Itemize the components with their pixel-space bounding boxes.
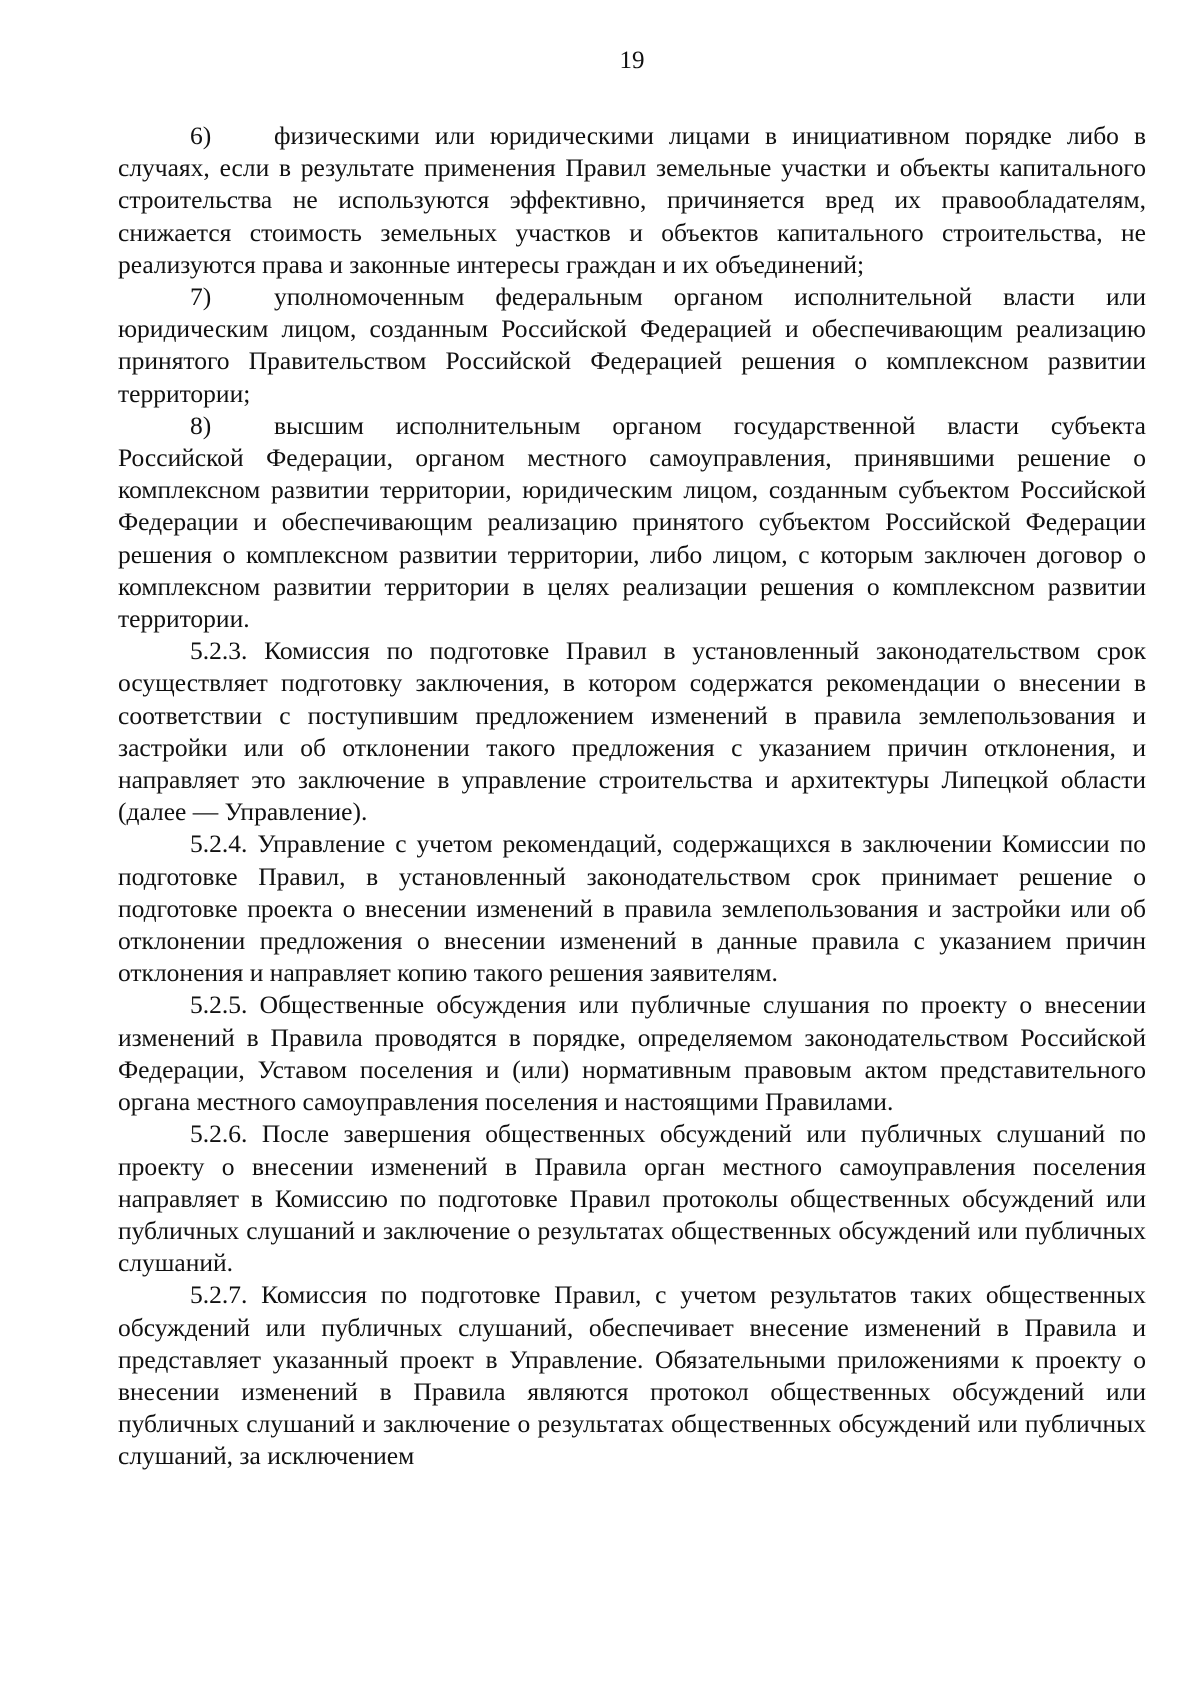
list-item-text: уполномоченным федеральным органом исполнительной власти или юридическим лицом, созданным Российской Федерацией и обеспечивающим реализацию принятого Правительством Российской Федерацией решения о комплексном развитии территории; (118, 282, 1146, 408)
clause-5-2-7: 5.2.7. Комиссия по подготовке Правил, с учетом результатов таких общественных обсуждений или публичных слушаний, обеспечивает внесение изменений в Правила и представляет указанный проект в Управление. Обязательными приложениями к проекту о внесении изменений в Правила являются протокол общественных обсуждений или публичных слушаний и заключение о результатах общественных обсуждений или публичных слушаний, за исключением (118, 1280, 1146, 1471)
clause-5-2-6: 5.2.6. После завершения общественных обсуждений или публичных слушаний по проекту о внесении изменений в Правила орган местного самоуправления поселения направляет в Комиссию по подготовке Правил протоколы общественных обсуждений или публичных слушаний и заключение о результатах общественных обсуждений или публичных слушаний. (118, 1119, 1146, 1278)
list-item-text: физическими или юридическими лицами в инициативном порядке либо в случаях, если в результате применения Правил земельные участки и объекты капитального строительства не используются эффективно, причиняется вред их правообладателям, снижается стоимость земельных участков и объектов капитального строительства, не реализуются права и законные интересы граждан и их объединений; (118, 121, 1146, 279)
list-marker: 7) (190, 282, 212, 312)
list-item-7 (118, 281, 1146, 410)
list-item-6 (118, 120, 1146, 281)
list-marker: 6) (190, 121, 212, 150)
list-item-text: высшим исполнительным органом государственной власти субъекта Российской Федерации, органом местного самоуправления, принявшими решение о комплексном развитии территории, юридическим лицом, созданным субъектом Российской Федерации и обеспечивающим реализацию принятого субъектом Российской Федерации решения о комплексном развитии территории, либо лицом, с которым заключен договор о комплексном развитии территории в целях реализации решения о комплексном развитии территории. (118, 410, 1146, 634)
clause-5-2-4: 5.2.4. Управление с учетом рекомендаций, содержащихся в заключении Комиссии по подготовке Правил, в установленный законодательством срок принимает решение о подготовке проекта о внесении изменений в правила землепользования и застройки или об отклонении предложения о внесении изменений в данные правила с указанием причин отклонения и направляет копию такого решения заявителям. (118, 829, 1146, 988)
list-marker: 8) (190, 410, 212, 440)
clause-5-2-3: 5.2.3. Комиссия по подготовке Правил в установленный законодательством срок осуществляет подготовку заключения, в котором содержатся рекомендации о внесении в соответствии с поступившим предложением изменений в правила землепользования и застройки или об отклонении такого предложения с указанием причин отклонения, и направляет это заключение в управление строительства и архитектуры Липецкой области (далее — Управление). (118, 636, 1146, 827)
page-number: 19 (619, 47, 645, 74)
clause-5-2-5: 5.2.5. Общественные обсуждения или публичные слушания по проекту о внесении изменений в Правила проводятся в порядке, определяемом законодательством Российской Федерации, Уставом поселения и (или) нормативным правовым актом представительного органа местного самоуправления поселения и настоящими Правилами. (118, 990, 1146, 1117)
document-body (118, 120, 1146, 1473)
list-item-8 (118, 410, 1146, 635)
